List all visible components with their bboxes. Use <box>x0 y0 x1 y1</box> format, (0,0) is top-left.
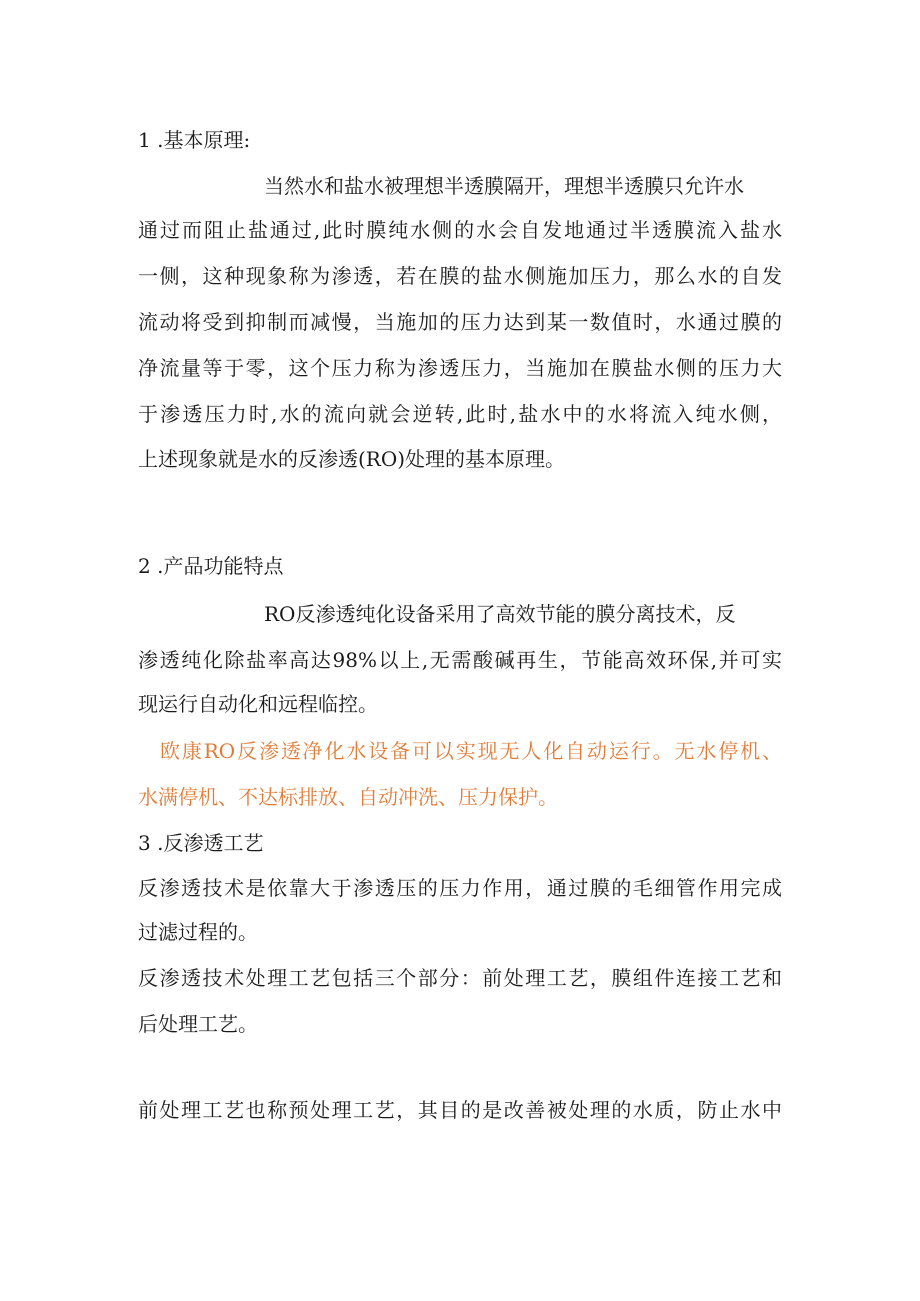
section-1-paragraph-line: 通过而阻止盐通过,此时膜纯水侧的水会自发地通过半透膜流入盐水 <box>138 218 782 242</box>
section-1-paragraph-line: 当然水和盐水被理想半透膜隔开，理想半透膜只允许水 <box>264 174 744 198</box>
section-1-paragraph-line: 流动将受到抑制而减慢，当施加的压力达到某一数值时，水通过膜的 <box>138 310 782 334</box>
section-1-paragraph-line: 上述现象就是水的反渗透(RO)处理的基本原理。 <box>138 447 566 471</box>
section-2-paragraph-line: 现运行自动化和远程临控。 <box>138 692 378 716</box>
section-3-paragraph-line: 反渗透技术是依靠大于渗透压的压力作用，通过膜的毛细管作用完成 <box>138 876 782 900</box>
section-1-paragraph-line: 净流量等于零，这个压力称为渗透压力，当施加在膜盐水侧的压力大 <box>138 356 782 380</box>
section-1-heading: 1 .基本原理: <box>138 128 251 152</box>
section-3-paragraph-line: 前处理工艺也称预处理工艺，其目的是改善被处理的水质，防止水中 <box>138 1098 782 1122</box>
section-2-paragraph-line: 渗透纯化除盐率高达98%以上,无需酸碱再生，节能高效环保,并可实 <box>138 648 782 672</box>
section-3-heading: 3 .反渗透工艺 <box>138 831 264 855</box>
section-1-paragraph-line: 于渗透压力时,水的流向就会逆转,此时,盐水中的水将流入纯水侧， <box>138 402 782 426</box>
section-3-paragraph-line: 后处理工艺。 <box>138 1012 258 1036</box>
section-3-paragraph-line: 反渗透技术处理工艺包括三个部分：前处理工艺，膜组件连接工艺和 <box>138 966 782 990</box>
section-3-paragraph-line: 过滤过程的。 <box>138 920 258 944</box>
section-1-paragraph-line: 一侧，这种现象称为渗透，若在膜的盐水侧施加压力，那么水的自发 <box>138 264 782 288</box>
section-2-heading: 2 .产品功能特点 <box>138 554 284 578</box>
highlight-paragraph-line: 水满停机、不达标排放、自动冲洗、压力保护。 <box>138 785 558 809</box>
section-2-paragraph-line: RO反渗透纯化设备采用了高效节能的膜分离技术，反 <box>264 602 736 626</box>
highlight-paragraph-line: 欧康RO反渗透净化水设备可以实现无人化自动运行。无水停机、 <box>160 739 782 763</box>
